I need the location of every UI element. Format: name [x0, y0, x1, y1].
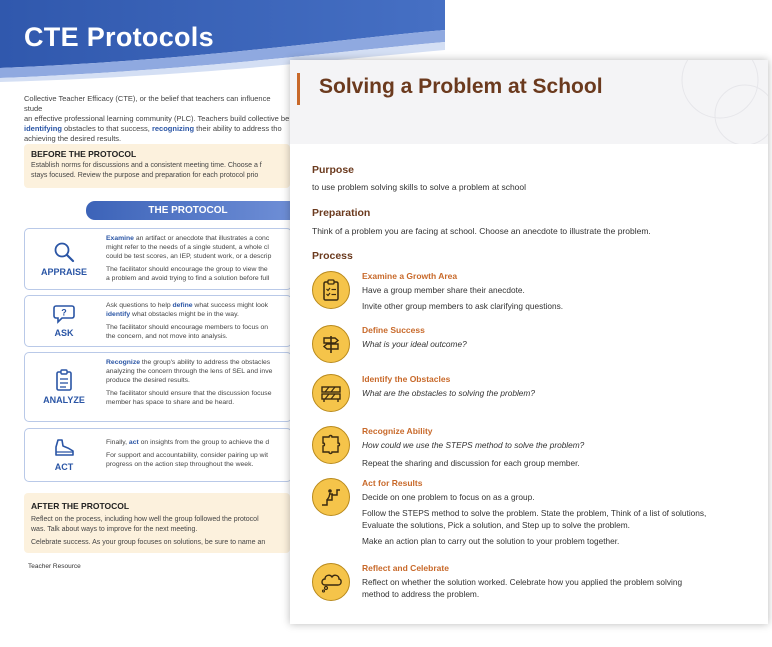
item-heading: Define Success — [362, 325, 425, 335]
process-heading: Process — [312, 250, 353, 262]
step-text: Ask questions to help define what success might look identify what obstacles might be in the way. The facilitator should encourage members to focus on the concern, and not move into analysis. — [106, 302, 269, 340]
step-analyze — [24, 352, 292, 422]
step-text: Finally, act on insights from the group to achieve the d For support and accountability, consider pairing up wit progress on the action step throughout the week. — [106, 439, 270, 468]
item-heading: Recognize Ability — [362, 426, 433, 436]
item-heading: Identify the Obstacles — [362, 374, 451, 384]
purpose-heading: Purpose — [312, 164, 355, 176]
step-act — [24, 428, 292, 482]
after-protocol-box — [24, 493, 290, 553]
back-page-title: CTE Protocols — [24, 22, 214, 52]
clipboard-icon — [312, 271, 350, 309]
step-text: Examine an artifact or anecdote that illustrates a conc might refer to the needs of a single student, a whole cl could be test scores, an IEP, student work, or a descrip The facilitator should encourage the group to view the a problem and avoid trying to find a solution before full — [106, 235, 272, 282]
step-text: Recognize the group's ability to address the obstacles analyzing the concern through the lens of SEL and inve produce the desired results. The facilitator should ensure that the discussion focuse member has space to share and be heard. — [106, 359, 273, 406]
title-accent-bar — [297, 73, 300, 105]
svg-text:?: ? — [61, 307, 67, 318]
front-header — [290, 60, 768, 144]
preparation-heading: Preparation — [312, 207, 371, 219]
magnifier-icon — [53, 241, 75, 263]
shoe-icon — [53, 438, 75, 458]
climbing-icon — [312, 478, 350, 516]
the-protocol-banner: THE PROTOCOL — [86, 201, 290, 220]
step-label: ANALYZE — [43, 395, 85, 405]
puzzle-icon — [312, 426, 350, 464]
purpose-text: to use problem solving skills to solve a problem at school — [312, 182, 527, 192]
front-document: Solving a Problem at School Purpose to use problem solving skills to solve a problem at school Preparation Think of a problem you are facing at school. Choose an anecdote to illustrate the problem. Process Examine a Growth Area Have a group member share their anecdote. Invite other group members to ask clarifying questions. Define Success What is your ideal outcome? Identify the Obstacles What are the obstacles to solving the problem? Recognize Ability How could we use the STEPS method to solve the problem? Repeat the sharing and discussion for each group member. Act for Results Decide on one problem to focus on as a group. Follow the STEPS method to solve the problem. State the problem, Think of a list of solutions, Evaluate the solutions, Pick a solution, and Step up to solve the problem. Make an action plan to carry out the solution to your problem together. Reflect and Celebrate Reflect on whether the solution worked. Celebrate how you applied the problem solving method to address the problem. — [290, 60, 768, 624]
teacher-resource-footer: Teacher Resource — [28, 563, 81, 570]
thought-cloud-icon — [312, 563, 350, 601]
item-heading: Reflect and Celebrate — [362, 563, 449, 573]
step-label: ASK — [54, 328, 74, 338]
step-label: ACT — [54, 462, 74, 472]
step-appraise — [24, 228, 292, 290]
question-bubble-icon — [53, 304, 75, 324]
clipboard-icon — [55, 369, 73, 391]
preparation-text: Think of a problem you are facing at school. Choose an anecdote to illustrate the problem. — [312, 226, 651, 236]
after-text: Reflect on the process, including how well the group followed the protocol was. Talk about ways to improve for the next meeting. Celebrate success. As your group focuses on solutions, be sure to name an — [31, 516, 266, 546]
intro-paragraph: Collective Teacher Efficacy (CTE), or the belief that teachers can influence stude an effective professional learning community (PLC). Teachers build collective be identifying obstacles to that success, recognizing their ability to address tho achieving the desired results. — [24, 94, 290, 143]
before-protocol-box — [24, 144, 290, 188]
step-label: APPRAISE — [40, 267, 87, 277]
step-ask — [24, 295, 292, 347]
header-decoration-shape — [290, 60, 768, 144]
item-heading: Examine a Growth Area — [362, 271, 458, 281]
before-text: Establish norms for discussions and a consistent meeting time. Choose a f stays focused. Review the purpose and preparation for each protocol prio — [31, 162, 262, 179]
front-page-title: Solving a Problem at School — [319, 75, 603, 98]
signpost-icon — [312, 325, 350, 363]
after-heading: AFTER THE PROTOCOL — [31, 501, 130, 511]
item-heading: Act for Results — [362, 478, 423, 488]
barrier-icon — [312, 374, 350, 412]
before-heading: BEFORE THE PROTOCOL — [31, 149, 137, 159]
